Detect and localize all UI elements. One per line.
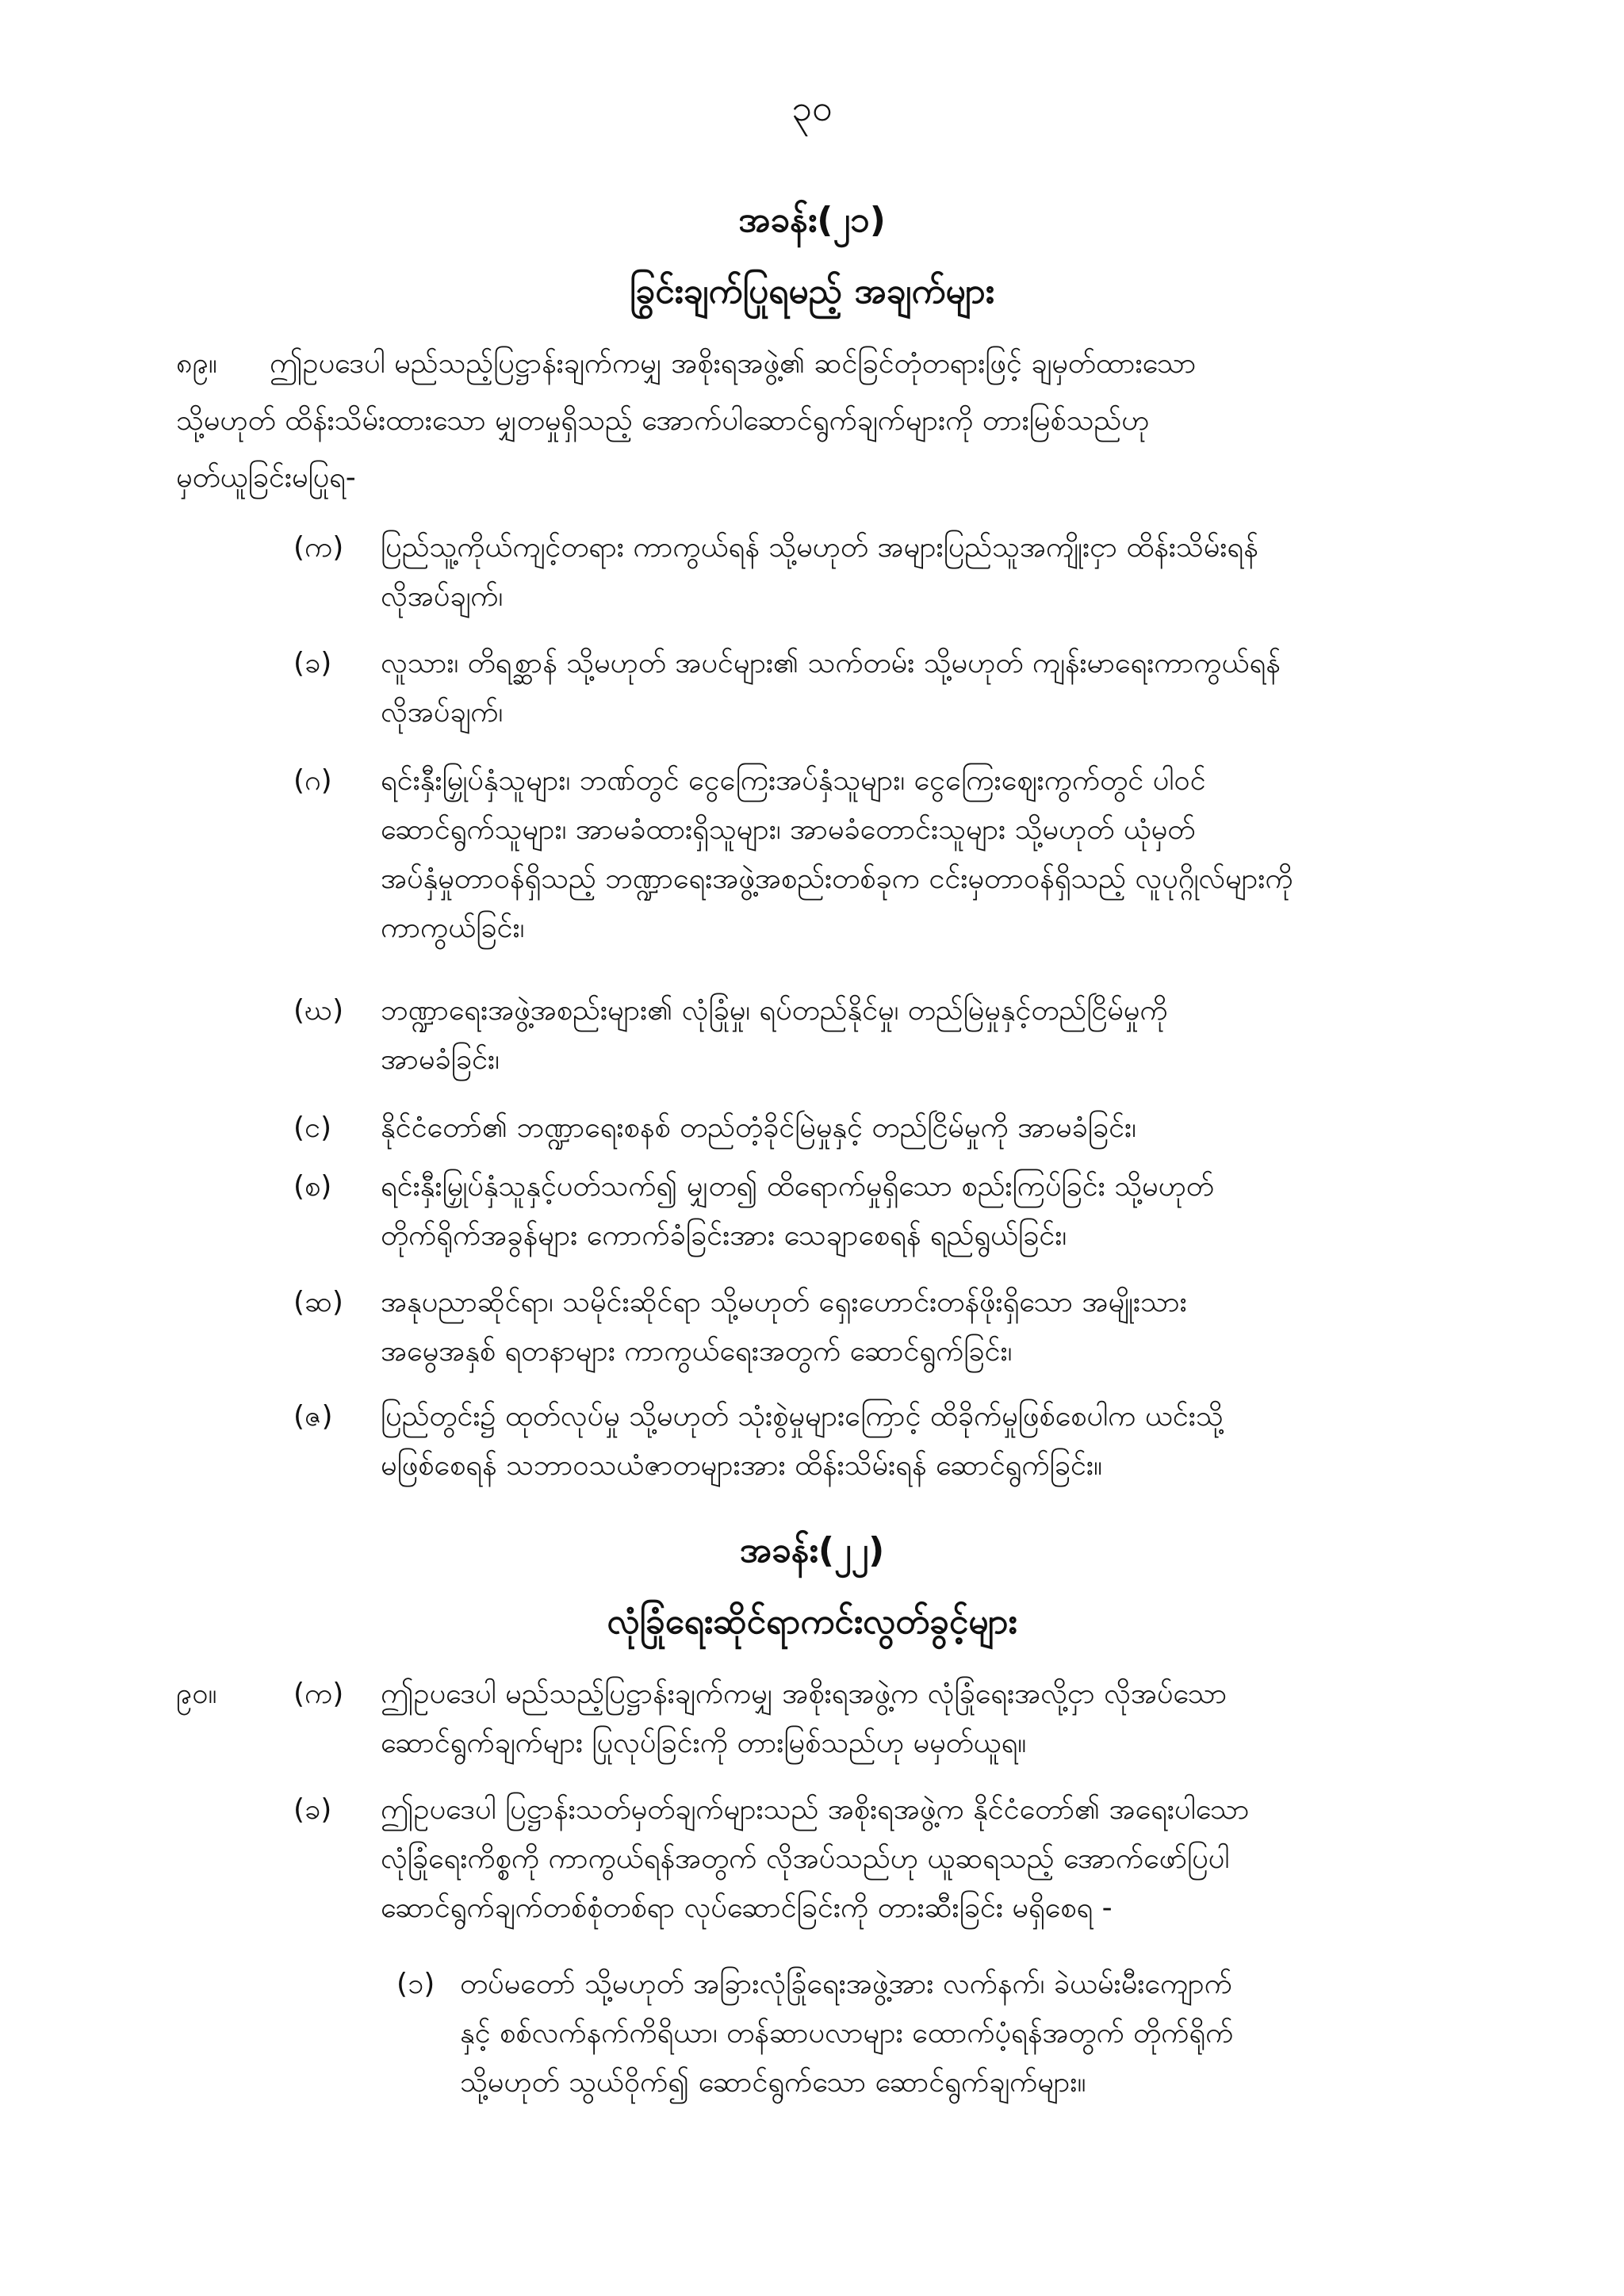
item-kha-label: (ခ): [293, 647, 332, 679]
page-number: ၃၀: [791, 86, 833, 129]
sec90-item-kha-line-3: ဆောင်ရွက်ချက်တစ်စုံတစ်ရာ လုပ်ဆောင်ခြင်းကို တားဆီးခြင်း မရှိစေရ -: [381, 1892, 1113, 1924]
section-89-line-1: ဤဥပဒေပါ မည်သည့်ပြဋ္ဌာန်းချက်ကမျှ အစိုးရအဖွဲ့၏ ဆင်ခြင်တုံတရားဖြင့် ချမှတ်ထားသော: [270, 347, 1197, 380]
chapter-22-title: အခန်း(၂၂): [739, 1530, 885, 1571]
item-ga-line-2: ဆောင်ရွက်သူများ၊ အာမခံထားရှိသူများ၊ အာမခံတောင်းသူများ သို့မဟုတ် ယုံမှတ်: [381, 813, 1196, 846]
item-gha-line-1: ဘဏ္ဍာရေးအဖွဲ့အစည်းများ၏ လုံခြုံမှု၊ ရပ်တည်နိုင်မှု၊ တည်မြဲမှုနှင့်တည်ငြိမ်မှုကို: [381, 994, 1168, 1027]
section-89-line-2: သို့မဟုတ် ထိန်းသိမ်းထားသော မျှတမှုရှိသည့် အောက်ပါဆောင်ရွက်ချက်များကို တားမြစ်သည်ဟု: [176, 404, 1150, 437]
item-ga-line-3: အပ်နှံမှုတာဝန်ရှိသည့် ဘဏ္ဍာရေးအဖွဲ့အစည်းတစ်ခုက ငင်းမှတာဝန်ရှိသည့် လူပုဂ္ဂိုလ်များကို: [381, 863, 1293, 895]
sec90-item-kha-line-1: ဤဥပဒေပါ ပြဋ္ဌာန်းသတ်မှတ်ချက်များသည် အစိုးရအဖွဲ့က နိုင်ငံတော်၏ အရေးပါသော: [381, 1793, 1250, 1826]
sec90-subitem-1-line-3: သို့မဟုတ် သွယ်ဝိုက်၍ ဆောင်ရွက်သော ဆောင်ရွက်ချက်များ။: [460, 2066, 1086, 2099]
chapter-21-title: အခန်း(၂၁): [738, 200, 886, 240]
item-sa-label: (စ): [293, 1170, 332, 1203]
list-item: [381, 1104, 1136, 1153]
sec90-subitem-1-label: (၁): [396, 1968, 435, 2000]
item-hsa-label: (ဆ): [293, 1286, 343, 1318]
list-item: [381, 756, 1293, 953]
item-ga-line-4: ကာကွယ်ခြင်း၊: [381, 912, 525, 944]
section-90-number: ၉၀။: [176, 1678, 217, 1710]
list-item: [460, 1960, 1233, 2107]
list-item: [381, 523, 1258, 622]
item-ka-label: (က): [293, 531, 344, 564]
section-89-line-3: မှတ်ယူခြင်းမပြုရ-: [176, 461, 356, 494]
item-za-label: (ဇ): [293, 1400, 333, 1433]
item-sa-line-1: ရင်းနှီးမြှုပ်နှံသူနှင့်ပတ်သက်၍ မျှတ၍ ထိရောက်မှုရှိသော စည်းကြပ်ခြင်း သို့မဟုတ်: [381, 1170, 1214, 1203]
list-item: [381, 1392, 1224, 1490]
section-89-number: ၈၉။: [176, 347, 217, 380]
list-item: [381, 986, 1168, 1085]
list-item: [381, 1785, 1249, 1933]
item-ga-line-1: ရင်းနှီးမြှုပ်နှံသူများ၊ ဘဏ်တွင် ငွေကြေးအပ်နှံသူများ၊ ငွေကြေးဈေးကွက်တွင် ပါဝင်: [381, 764, 1206, 797]
item-za-line-1: ပြည်တွင်း၌ ထုတ်လုပ်မှု သို့မဟုတ် သုံးစွဲမှုများကြောင့် ထိခိုက်မှုဖြစ်စေပါက ယင်းသို့: [381, 1400, 1224, 1433]
item-hsa-line-2: အမွေအနှစ် ရတနာများ ကာကွယ်ရေးအတွက် ဆောင်ရွက်ခြင်း၊: [381, 1335, 1013, 1368]
item-nga-line-1: နိုင်ငံတော်၏ ဘဏ္ဍာရေးစနစ် တည်တံ့ခိုင်မြဲမှုနှင့် တည်ငြိမ်မှုကို အာမခံခြင်း၊: [381, 1112, 1136, 1144]
item-hsa-line-1: အနုပညာဆိုင်ရာ၊ သမိုင်းဆိုင်ရာ သို့မဟုတ် ရှေးဟောင်းတန်ဖိုးရှိသော အမျိုးသား: [381, 1286, 1187, 1318]
list-item: [381, 1278, 1187, 1376]
sec90-item-kha-label: (ခ): [293, 1793, 332, 1826]
item-za-line-2: မဖြစ်စေရန် သဘာဝသယံဇာတများအား ထိန်းသိမ်းရန် ဆောင်ရွက်ခြင်း။: [381, 1449, 1102, 1482]
chapter-22-subtitle: လုံခြုံရေးဆိုင်ရာကင်းလွတ်ခွင့်များ: [607, 1601, 1017, 1642]
sec90-item-kha-line-2: လုံခြုံရေးကိစ္စကို ကာကွယ်ရန်အတွက် လိုအပ်သည်ဟု ယူဆရသည့် အောက်ဖော်ပြပါ: [381, 1843, 1230, 1875]
item-kha-line-2: လိုအပ်ချက်၊: [381, 696, 504, 729]
sec90-subitem-1-line-2: နှင့် စစ်လက်နက်ကိရိယာ၊ တန်ဆာပလာများ ထောက်ပံ့ရန်အတွက် တိုက်ရိုက်: [460, 2017, 1234, 2049]
item-ka-line-1: ပြည်သူ့ကိုယ်ကျင့်တရား ကာကွယ်ရန် သို့မဟုတ် အများပြည်သူအကျိုးငှာ ထိန်းသိမ်းရန်: [381, 531, 1258, 564]
item-gha-line-2: အာမခံခြင်း၊: [381, 1043, 500, 1076]
item-ga-label: (ဂ): [293, 764, 332, 797]
item-kha-line-1: လူသား၊ တိရစ္ဆာန် သို့မဟုတ် အပင်များ၏ သက်တမ်း သို့မဟုတ် ကျန်းမာရေးကာကွယ်ရန်: [381, 647, 1281, 679]
item-nga-label: (င): [293, 1112, 332, 1144]
sec90-item-ka-line-2: ဆောင်ရွက်ချက်များ ပြုလုပ်ခြင်းကို တားမြစ်သည်ဟု မမှတ်ယူရ။: [381, 1727, 1027, 1759]
sec90-item-ka-line-1: ဤဥပဒေပါ မည်သည့်ပြဋ္ဌာန်းချက်ကမျှ အစိုးရအဖွဲ့က လုံခြုံရေးအလို့ငှာ လိုအပ်သော: [381, 1678, 1228, 1710]
list-item: [381, 1670, 1227, 1768]
chapter-21-subtitle: ခြွင်းချက်ပြုရမည့် အချက်များ: [630, 271, 994, 312]
list-item: [381, 639, 1281, 737]
list-item: [381, 1162, 1214, 1261]
item-sa-line-2: တိုက်ရိုက်အခွန်များ ကောက်ခံခြင်းအား သေချာစေရန် ရည်ရွယ်ခြင်း၊: [381, 1219, 1067, 1252]
item-gha-label: (ဃ): [293, 994, 344, 1027]
sec90-subitem-1-line-1: တပ်မတော် သို့မဟုတ် အခြားလုံခြုံရေးအဖွဲ့အား လက်နက်၊ ခဲယမ်းမီးကျောက်: [460, 1968, 1232, 2000]
item-ka-line-2: လိုအပ်ချက်၊: [381, 580, 504, 613]
sec90-item-ka-label: (က): [293, 1678, 344, 1710]
